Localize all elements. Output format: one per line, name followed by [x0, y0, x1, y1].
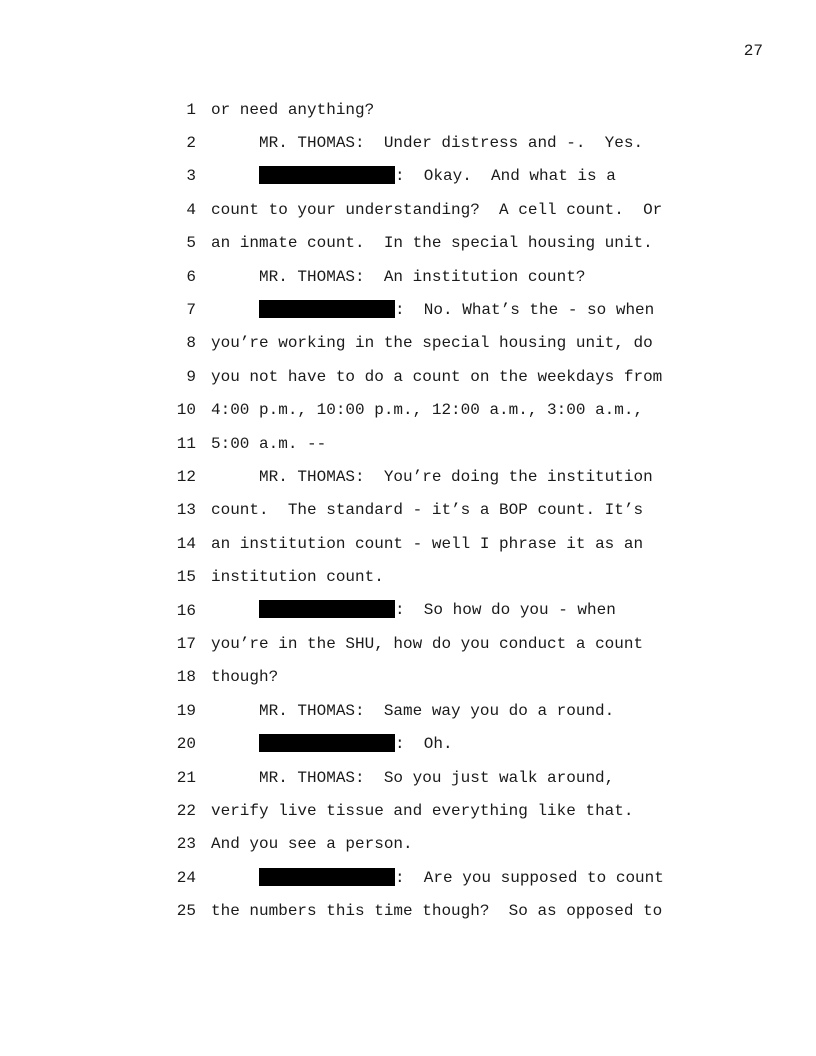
transcript-line [172, 93, 692, 126]
line-content: : Okay. And what is a [395, 167, 616, 186]
line-text [211, 368, 662, 386]
line-number: 17 [176, 634, 196, 653]
transcript-line [172, 727, 692, 760]
line-number: 2 [186, 134, 196, 153]
transcript-line [172, 494, 692, 527]
line-text [211, 167, 616, 185]
line-text [211, 668, 278, 686]
redacted-speaker-name [259, 600, 395, 618]
line-content: And you see a person. [211, 835, 413, 854]
transcript-line [172, 327, 692, 360]
transcript-line [172, 460, 692, 493]
line-content: : Oh. [395, 735, 453, 754]
line-content: count to your understanding? A cell count. Or [211, 200, 663, 219]
transcript-line [172, 794, 692, 827]
line-number: 8 [186, 334, 196, 353]
transcript-line [172, 861, 692, 894]
line-text [211, 769, 614, 787]
line-text [211, 535, 643, 553]
redacted-speaker-name [259, 734, 395, 752]
transcript-line [172, 560, 692, 593]
line-text [211, 468, 653, 486]
line-text [211, 902, 662, 920]
line-number: 19 [176, 701, 196, 720]
redacted-speaker-name [259, 166, 395, 184]
line-number: 23 [176, 835, 196, 854]
transcript-line [172, 761, 692, 794]
line-text [211, 869, 664, 887]
transcript-line [172, 694, 692, 727]
transcript-line [172, 594, 692, 627]
transcript-line [172, 828, 692, 861]
line-number: 12 [176, 467, 196, 486]
line-content: 5:00 a.m. -- [211, 434, 327, 453]
line-content: MR. THOMAS: So you just walk around, [259, 768, 615, 787]
line-content: you’re working in the special housing unit, do [211, 334, 653, 353]
transcript-line [172, 126, 692, 159]
line-number: 4 [186, 200, 196, 219]
line-text [211, 435, 326, 453]
line-text [211, 702, 614, 720]
line-text [211, 601, 616, 619]
line-number: 13 [176, 501, 196, 520]
line-text [211, 568, 384, 586]
transcript-line [172, 894, 692, 927]
line-content: : No. What’s the - so when [395, 301, 655, 320]
line-text [211, 268, 585, 286]
transcript-line [172, 293, 692, 326]
transcript-body [172, 93, 692, 928]
line-content: an institution count - well I phrase it as an [211, 534, 644, 553]
line-text [211, 835, 413, 853]
line-content: verify live tissue and everything like that. [211, 801, 634, 820]
line-content: MR. THOMAS: An institution count? [259, 267, 586, 286]
transcript-line [172, 627, 692, 660]
line-text [211, 301, 654, 319]
transcript-line [172, 427, 692, 460]
line-number: 9 [186, 367, 196, 386]
line-content: or need anything? [211, 100, 375, 119]
line-content: count. The standard - it’s a BOP count. It’s [211, 501, 644, 520]
transcript-line [172, 227, 692, 260]
line-text [211, 334, 653, 352]
transcript-line [172, 360, 692, 393]
line-number: 1 [186, 100, 196, 119]
transcript-line [172, 394, 692, 427]
line-number: 18 [176, 668, 196, 687]
line-number: 20 [176, 735, 196, 754]
line-content: the numbers this time though? So as opposed to [211, 902, 663, 921]
line-text [211, 401, 643, 419]
line-text [211, 101, 374, 119]
line-content: though? [211, 668, 279, 687]
transcript-line [172, 527, 692, 560]
line-number: 6 [186, 267, 196, 286]
line-text [211, 802, 633, 820]
redacted-speaker-name [259, 868, 395, 886]
line-number: 21 [176, 768, 196, 787]
line-content: an inmate count. In the special housing unit. [211, 234, 653, 253]
transcript-line [172, 260, 692, 293]
line-text [211, 234, 653, 252]
line-text [211, 501, 643, 519]
line-text [211, 201, 662, 219]
transcript-line [172, 160, 692, 193]
line-text [211, 635, 643, 653]
transcript-line [172, 661, 692, 694]
line-number: 16 [176, 601, 196, 620]
line-number: 7 [186, 301, 196, 320]
line-number: 24 [176, 868, 196, 887]
line-content: MR. THOMAS: Same way you do a round. [259, 701, 615, 720]
line-number: 10 [176, 401, 196, 420]
line-number: 22 [176, 801, 196, 820]
page-number: 27 [743, 42, 763, 60]
line-content: : So how do you - when [395, 601, 616, 620]
line-number: 11 [176, 434, 196, 453]
line-text [211, 735, 453, 753]
line-content: MR. THOMAS: You’re doing the institution [259, 467, 653, 486]
line-content: 4:00 p.m., 10:00 p.m., 12:00 a.m., 3:00 a.m., [211, 401, 644, 420]
line-content: : Are you supposed to count [395, 868, 664, 887]
line-content: you’re in the SHU, how do you conduct a count [211, 634, 644, 653]
line-number: 5 [186, 234, 196, 253]
transcript-line [172, 193, 692, 226]
line-number: 3 [186, 167, 196, 186]
line-text [211, 134, 643, 152]
line-content: MR. THOMAS: Under distress and -. Yes. [259, 134, 644, 153]
line-number: 25 [176, 902, 196, 921]
line-content: you not have to do a count on the weekdays from [211, 367, 663, 386]
line-number: 15 [176, 568, 196, 587]
redacted-speaker-name [259, 300, 395, 318]
line-content: institution count. [211, 568, 384, 587]
line-number: 14 [176, 534, 196, 553]
